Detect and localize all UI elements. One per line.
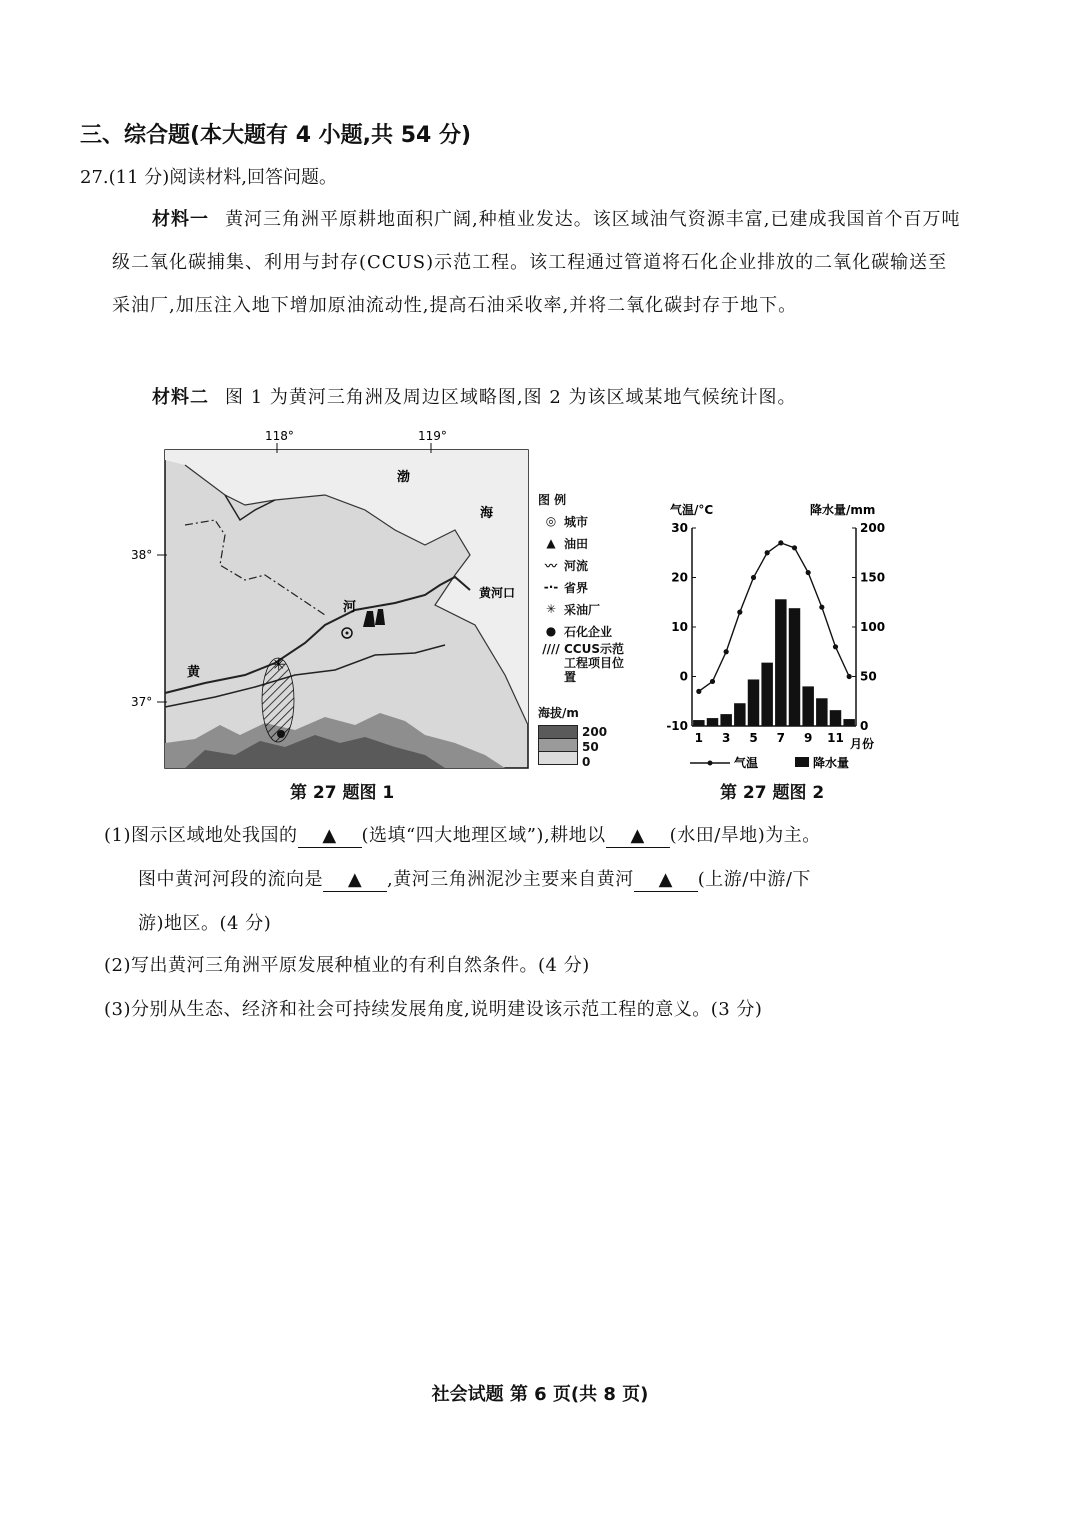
question-1: (1)图示区域地处我国的 ▲ (选填“四大地理区域”),耕地以 ▲ (水田/旱地)为主。 图中黄河河段的流向是 ▲ ,黄河三角洲泥沙主要来自黄河 ▲ (上游/中游/下 游)地区。(4 分) [104, 825, 821, 934]
precip-bar [720, 714, 731, 726]
answer-blank[interactable]: ▲ [634, 869, 698, 892]
boundary-icon: -·- [543, 580, 559, 594]
material-one [112, 198, 962, 327]
temp-tick-label: 20 [671, 570, 688, 585]
precip-bar [789, 608, 800, 726]
temp-point [778, 540, 783, 545]
temp-tick-label: -10 [666, 719, 688, 733]
legend-item-petrochem: ● 石化企业 [538, 620, 648, 642]
temp-point [833, 644, 838, 649]
temp-point [806, 570, 811, 575]
elevation-label-50: 50 [582, 740, 599, 754]
legend-item-oilfield: ▲ 油田 [538, 532, 648, 554]
lon-118: 118° [265, 429, 294, 443]
climate-chart [660, 498, 900, 773]
elevation-swatch-low [538, 752, 578, 765]
precip-tick-label: 0 [860, 719, 869, 733]
legend-item-ccus: //// CCUS示范工程项目位置 [538, 642, 648, 688]
elevation-label-0: 0 [582, 755, 591, 769]
x-tick-label: 3 [721, 731, 731, 745]
answer-blank[interactable]: ▲ [606, 825, 670, 848]
temp-point [737, 610, 742, 615]
temp-point [710, 679, 715, 684]
temp-point [847, 674, 852, 679]
precip-bar [707, 718, 718, 726]
temp-axis-label: 气温/°C [670, 503, 714, 517]
elevation-title: 海拔/m [538, 706, 579, 720]
x-tick-label: 9 [803, 731, 813, 745]
question-header: 27.(11 分)阅读材料,回答问题。 [80, 167, 338, 188]
legend-item-oil-plant: ✳ 采油厂 [538, 598, 648, 620]
temp-point [696, 689, 701, 694]
map-legend [538, 488, 648, 770]
legend-precip-label: 降水量 [813, 756, 850, 770]
legend-item-city: ◎ 城市 [538, 510, 648, 532]
lat-38: 38° [131, 548, 153, 562]
precip-bar [693, 720, 704, 726]
material-two-text: 图 1 为黄河三角洲及周边区域略图,图 2 为该区域某地气候统计图。 [225, 387, 797, 408]
lon-119: 119° [418, 429, 447, 443]
delta-map [125, 425, 535, 775]
x-tick-label: 1 [694, 731, 704, 745]
label-mouth: 黄河口 [479, 586, 516, 600]
legend-item-boundary: -·- 省界 [538, 576, 648, 598]
material-one-label: 材料一 [152, 209, 209, 230]
legend-temp-label: 气温 [734, 756, 759, 770]
precip-bar [761, 663, 772, 726]
temp-line [699, 543, 849, 692]
ccus-hatch-icon: //// [542, 642, 560, 656]
precip-tick-label: 50 [860, 669, 877, 684]
precip-tick-label: 200 [860, 521, 886, 535]
elevation-label-200: 200 [582, 725, 608, 739]
temp-tick-label: 10 [671, 620, 688, 634]
figure2-caption: 第 27 题图 2 [720, 783, 825, 803]
precip-bar [775, 599, 786, 726]
precip-bar [816, 698, 827, 726]
temp-tick-label: 30 [671, 521, 688, 535]
temp-point [792, 545, 797, 550]
label-hai: 海 [480, 506, 494, 521]
precip-bar [734, 703, 745, 726]
x-tick-label: 7 [776, 731, 786, 745]
petrochem-marker [277, 730, 285, 738]
legend-title: 图 例 [538, 492, 567, 507]
temp-point [724, 649, 729, 654]
temp-tick-label: 0 [679, 669, 688, 684]
lat-37: 37° [131, 695, 153, 709]
material-two-label: 材料二 [152, 387, 209, 408]
precip-bar [830, 710, 841, 726]
x-tick-label: 5 [749, 731, 758, 745]
precip-tick-label: 150 [860, 570, 886, 585]
oilfield-icon: ▲ [546, 536, 556, 550]
x-axis-label: 月份 [850, 737, 875, 751]
petrochem-icon: ● [545, 624, 557, 638]
river-icon: 〰 [544, 558, 557, 573]
section-title: 三、综合题(本大题有 4 小题,共 54 分) [80, 123, 472, 148]
precip-axis-label: 降水量/mm [810, 503, 876, 517]
elevation-scale [538, 725, 648, 770]
precip-bar [843, 719, 854, 726]
figure1-caption: 第 27 题图 1 [290, 783, 395, 803]
x-tick-label: 11 [827, 731, 844, 745]
material-one-text: 黄河三角洲平原耕地面积广阔,种植业发达。该区域油气资源丰富,已建成我国首个百万吨级二氧化碳捕集、利用与封存(CCUS)示范工程。该工程通过管道将石化企业排放的二氧化碳输送至采油厂,加压注入地下增加原油流动性,提高石油采收率,并将二氧化碳封存于地下。 [112, 209, 961, 316]
question-3: (3)分别从生态、经济和社会可持续发展角度,说明建设该示范工程的意义。(3 分) [104, 999, 763, 1020]
precip-tick-label: 100 [860, 620, 886, 634]
legend-item-river: 〰 河流 [538, 554, 648, 576]
answer-blank[interactable]: ▲ [323, 869, 387, 892]
city-icon: ◎ [545, 514, 557, 528]
question-2: (2)写出黄河三角洲平原发展种植业的有利自然条件。(4 分) [104, 955, 590, 976]
label-bo: 渤 [397, 470, 411, 485]
oil-plant-marker: ✳ [272, 655, 286, 674]
temp-point [751, 575, 756, 580]
elevation-swatch-mid [538, 739, 578, 752]
label-he: 河 [343, 600, 357, 615]
temp-point [819, 605, 824, 610]
precip-bar [748, 679, 759, 726]
label-huang: 黄 [187, 665, 201, 680]
elevation-swatch-high [538, 725, 578, 739]
precip-bar [802, 686, 813, 726]
material-two [112, 376, 962, 419]
page-footer: 社会试题 第 6 页(共 8 页) [431, 1384, 649, 1405]
temp-point [765, 550, 770, 555]
oil-plant-icon: ✳ [545, 602, 557, 616]
answer-blank[interactable]: ▲ [298, 825, 362, 848]
legend-precip-swatch [795, 757, 809, 767]
